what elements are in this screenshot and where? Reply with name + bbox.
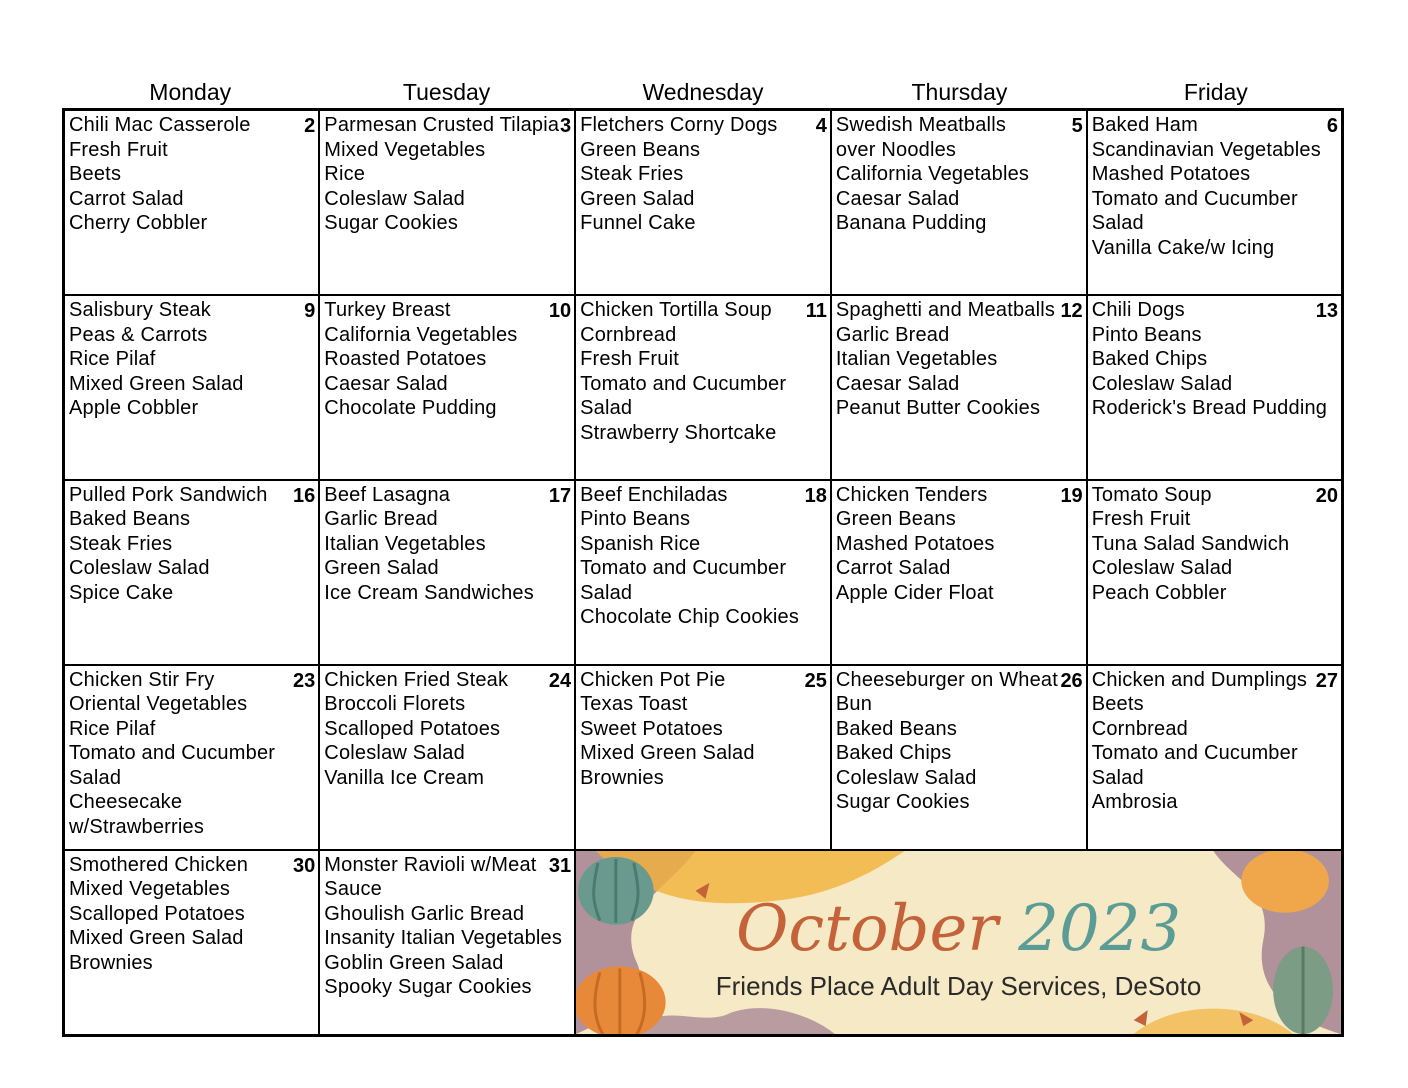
menu-items [576, 296, 830, 445]
menu-item: Garlic Bread [835, 323, 950, 346]
week-row [64, 665, 1343, 850]
menu-item: Ice Cream Sandwiches [324, 581, 534, 604]
menu-item: Vanilla Cake/w Icing [1091, 236, 1275, 259]
menu-item: Mixed Vegetables [324, 138, 486, 161]
menu-item: Sugar Cookies [835, 791, 970, 814]
menu-items [65, 111, 318, 236]
menu-item: Oriental Vegetables [69, 693, 248, 716]
menu-item: Brownies [580, 766, 664, 789]
menu-item: Pinto Beans [1091, 323, 1202, 346]
day-cell [1087, 110, 1343, 296]
menu-item: Green Salad [580, 187, 695, 210]
menu-item: Carrot Salad [835, 557, 951, 580]
menu-item: Coleslaw Salad [324, 742, 465, 765]
day-friday: Friday [1183, 79, 1248, 105]
menu-items [1088, 666, 1341, 815]
menu-item: Fresh Fruit [1091, 508, 1191, 531]
menu-item: Peach Cobbler [1091, 581, 1227, 604]
menu-item: Carrot Salad [69, 187, 184, 210]
menu-item: Cheeseburger on Wheat [835, 668, 1059, 691]
menu-item: Rice [324, 163, 366, 185]
menu-item: Smothered Chicken [69, 853, 249, 876]
menu-item: Chili Dogs [1091, 299, 1185, 321]
menu-item: Italian Vegetables [324, 532, 486, 555]
date-number: 23 [293, 669, 316, 692]
menu-item: Tuna Salad Sandwich [1091, 532, 1290, 555]
date-number: 20 [1315, 484, 1338, 507]
day-cell [831, 665, 1087, 850]
banner-year: 2023 [1018, 891, 1182, 966]
menu-item: Sauce [324, 878, 383, 901]
date-number: 6 [1326, 115, 1338, 137]
menu-item: Tomato Soup [1091, 483, 1212, 506]
date-number: 19 [1060, 484, 1083, 507]
menu-item: Salad [1091, 766, 1144, 789]
menu-item: Steak Fries [580, 163, 684, 185]
menu-items [576, 481, 830, 630]
day-cell [319, 665, 575, 850]
date-number: 10 [548, 300, 572, 322]
day-cell [319, 295, 575, 480]
menu-item: Steak Fries [69, 532, 173, 555]
menu-item: Baked Chips [835, 742, 952, 765]
menu-items [320, 481, 574, 606]
menu-items [832, 481, 1086, 606]
date-number: 4 [815, 115, 827, 137]
menu-item: Fletchers Corny Dogs [580, 114, 778, 136]
menu-item: Spanish Rice [580, 532, 701, 555]
day-cell [1087, 295, 1343, 480]
date-number: 18 [804, 484, 827, 507]
menu-items [832, 111, 1086, 236]
menu-items [1088, 111, 1341, 260]
menu-item: Baked Beans [69, 508, 191, 531]
menu-item: w/Strawberries [69, 815, 205, 838]
week-row [64, 110, 1343, 296]
menu-item: Beef Enchiladas [580, 483, 728, 506]
menu-item: Sugar Cookies [324, 212, 459, 234]
menu-item: Peas & Carrots [69, 323, 208, 346]
month-banner [575, 850, 1342, 1036]
day-cell [64, 110, 320, 296]
menu-items [832, 296, 1086, 421]
menu-item: Strawberry Shortcake [580, 421, 777, 444]
menu-item: Beets [69, 163, 122, 185]
day-wednesday: Wednesday [642, 79, 764, 105]
menu-item: Sweet Potatoes [580, 717, 723, 740]
week-row [64, 480, 1343, 665]
menu-item: Peanut Butter Cookies [835, 397, 1041, 419]
menu-item: Tomato and Cucumber [69, 742, 276, 765]
day-cell [319, 480, 575, 665]
menu-item: Coleslaw Salad [1091, 372, 1233, 395]
menu-item: Mixed Green Salad [69, 372, 244, 395]
menu-item: Beets [1091, 693, 1144, 716]
menu-item: Mashed Potatoes [835, 532, 995, 555]
menu-item: Chili Mac Casserole [69, 114, 251, 136]
date-number: 5 [1071, 115, 1083, 137]
menu-items [320, 296, 574, 421]
menu-item: Texas Toast [580, 693, 688, 716]
banner-title [576, 889, 1341, 969]
day-thursday: Thursday [911, 79, 1008, 105]
menu-item: Green Beans [835, 508, 956, 531]
menu-item: Chicken and Dumplings [1091, 668, 1308, 691]
week-row [64, 850, 1343, 1036]
menu-item: Chocolate Chip Cookies [580, 606, 800, 629]
date-number: 25 [804, 669, 827, 692]
menu-item: Spooky Sugar Cookies [324, 976, 532, 999]
day-cell [64, 665, 320, 850]
date-number: 16 [293, 484, 316, 507]
menu-calendar [62, 108, 1344, 1037]
menu-item: Coleslaw Salad [69, 557, 210, 580]
day-tuesday: Tuesday [402, 79, 491, 105]
menu-item: California Vegetables [324, 323, 518, 346]
menu-item: Rice Pilaf [69, 348, 156, 370]
menu-items [65, 851, 318, 976]
menu-item: Chocolate Pudding [324, 397, 497, 419]
menu-item: Salisbury Steak [69, 299, 211, 321]
menu-item: Tomato and Cucumber [580, 557, 787, 580]
menu-item: Baked Chips [1091, 348, 1208, 370]
menu-item: Cheesecake [69, 791, 183, 814]
menu-item: Chicken Fried Steak [324, 668, 509, 691]
menu-item: Monster Ravioli w/Meat [324, 853, 537, 876]
banner-subtitle: Friends Place Adult Day Services, DeSoto [715, 970, 1202, 1001]
menu-item: Coleslaw Salad [1091, 557, 1233, 580]
menu-item: Baked Beans [835, 717, 958, 740]
menu-item: Fresh Fruit [580, 348, 679, 370]
day-monday: Monday [149, 79, 232, 105]
menu-item: Tomato and Cucumber [580, 372, 787, 395]
menu-item: Mixed Green Salad [580, 742, 755, 765]
menu-item: Roderick's Bread Pudding [1091, 397, 1328, 419]
menu-item: Spice Cake [69, 581, 174, 604]
menu-items [320, 666, 574, 791]
day-cell [575, 110, 831, 296]
menu-item: Tomato and Cucumber [1091, 742, 1298, 765]
menu-items [65, 481, 318, 606]
date-number: 26 [1060, 669, 1083, 692]
menu-item: Cherry Cobbler [69, 212, 208, 234]
menu-item: Coleslaw Salad [324, 187, 465, 210]
menu-item: Coleslaw Salad [835, 766, 977, 789]
menu-item: Mashed Potatoes [1091, 163, 1251, 185]
date-number: 12 [1060, 300, 1083, 322]
menu-item: Turkey Breast [324, 299, 451, 321]
menu-items [320, 111, 574, 236]
menu-item: Scandinavian Vegetables [1091, 138, 1321, 161]
menu-item: Roasted Potatoes [324, 348, 487, 370]
week-row [64, 295, 1343, 480]
menu-item: Mixed Green Salad [69, 927, 244, 950]
date-number: 2 [304, 115, 316, 137]
date-number: 30 [293, 854, 316, 877]
day-cell [64, 850, 320, 1036]
weekday-header [62, 76, 1344, 108]
menu-item: Banana Pudding [835, 212, 987, 234]
menu-item: Baked Ham [1091, 114, 1198, 136]
menu-item: Italian Vegetables [835, 348, 998, 370]
day-cell [1087, 665, 1343, 850]
date-number: 3 [559, 115, 572, 137]
day-cell [64, 480, 320, 665]
day-cell [1087, 480, 1343, 665]
menu-item: Caesar Salad [324, 372, 448, 395]
date-number: 11 [805, 300, 827, 322]
menu-item: Parmesan Crusted Tilapia [324, 114, 560, 136]
menu-item: Ambrosia [1091, 791, 1178, 814]
menu-items [320, 851, 574, 1000]
day-cell [575, 665, 831, 850]
menu-item: Scalloped Potatoes [69, 902, 245, 925]
menu-item: Cornbread [580, 323, 677, 346]
menu-item: Green Beans [580, 138, 701, 161]
menu-item: Tomato and Cucumber [1091, 187, 1298, 210]
menu-item: Pulled Pork Sandwich [69, 483, 268, 506]
menu-item: California Vegetables [835, 163, 1030, 185]
menu-items [65, 666, 318, 840]
menu-item: Insanity Italian Vegetables [324, 927, 563, 950]
menu-item: Salad [69, 766, 122, 789]
menu-item: Brownies [69, 951, 153, 974]
menu-item: Swedish Meatballs [835, 114, 1007, 136]
menu-items [832, 666, 1086, 815]
day-cell [575, 480, 831, 665]
menu-items [65, 296, 318, 421]
date-number: 13 [1315, 300, 1338, 322]
date-number: 17 [548, 484, 572, 507]
menu-item: Salad [580, 581, 633, 604]
day-cell [575, 295, 831, 480]
menu-item: Caesar Salad [835, 372, 960, 395]
menu-item: Fresh Fruit [69, 138, 168, 161]
menu-item: Scalloped Potatoes [324, 717, 501, 740]
day-cell [831, 110, 1087, 296]
menu-item: Bun [835, 693, 873, 716]
menu-item: Spaghetti and Meatballs [835, 299, 1056, 321]
day-cell [831, 295, 1087, 480]
menu-item: Rice Pilaf [69, 717, 156, 740]
menu-item: Apple Cobbler [69, 397, 199, 419]
menu-item: Chicken Stir Fry [69, 668, 215, 691]
menu-item: Goblin Green Salad [324, 951, 504, 974]
menu-item: Chicken Tortilla Soup [580, 299, 772, 321]
menu-item: Funnel Cake [580, 212, 696, 234]
menu-item: Pinto Beans [580, 508, 691, 531]
menu-item: Mixed Vegetables [69, 878, 231, 901]
menu-items [1088, 296, 1341, 421]
menu-item: Broccoli Florets [324, 693, 466, 716]
menu-item: Salad [580, 397, 633, 419]
menu-item: Green Salad [324, 557, 439, 580]
menu-item: Chicken Tenders [835, 483, 988, 506]
menu-items [576, 666, 830, 791]
day-cell [64, 295, 320, 480]
menu-items [1088, 481, 1341, 606]
date-number: 9 [304, 300, 316, 322]
menu-item: over Noodles [835, 138, 957, 161]
date-number: 24 [548, 669, 572, 692]
menu-item: Salad [1091, 212, 1144, 234]
menu-items [576, 111, 830, 236]
date-number: 27 [1315, 669, 1338, 692]
banner-month: October [735, 891, 998, 966]
menu-item: Caesar Salad [835, 187, 960, 210]
menu-item: Beef Lasagna [324, 483, 451, 506]
menu-item: Garlic Bread [324, 508, 438, 531]
menu-item: Chicken Pot Pie [580, 668, 726, 691]
menu-item: Cornbread [1091, 717, 1188, 740]
menu-item: Apple Cider Float [835, 581, 994, 604]
date-number: 31 [548, 854, 572, 877]
day-cell [319, 850, 575, 1036]
menu-item: Vanilla Ice Cream [324, 766, 485, 789]
day-cell [831, 480, 1087, 665]
day-cell [319, 110, 575, 296]
menu-item: Ghoulish Garlic Bread [324, 902, 525, 925]
